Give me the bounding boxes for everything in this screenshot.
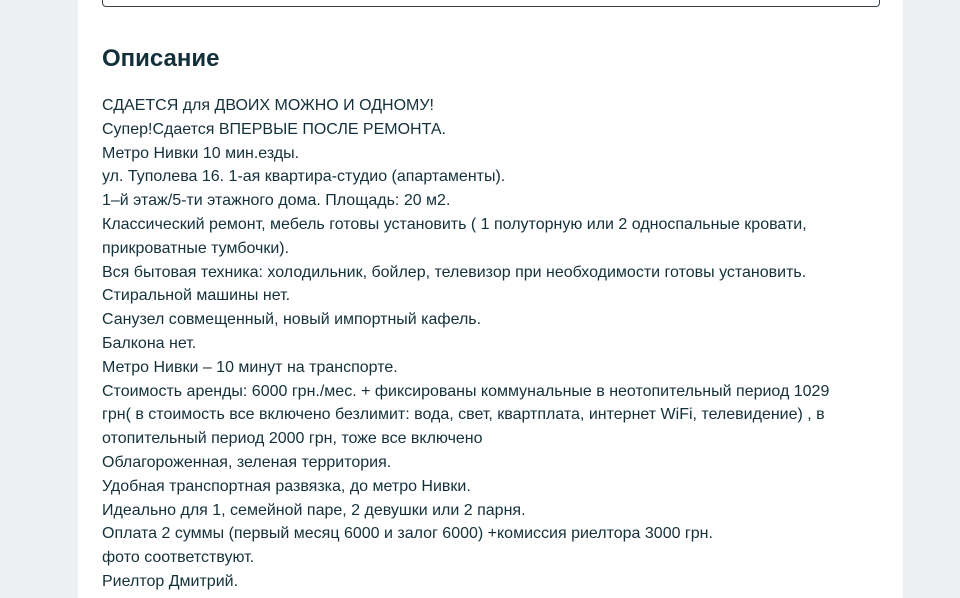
description-line: фото соответствуют. bbox=[102, 549, 255, 567]
description-line: Классический ремонт, мебель готовы установить ( 1 полуторную или 2 односпальные кровати, bbox=[102, 215, 807, 233]
description-line: СДАЕТСЯ для ДВОИХ МОЖНО И ОДНОМУ! bbox=[102, 97, 434, 114]
description-line: Вся бытовая техника: холодильник, бойлер, телевизор при необходимости готовы установить. bbox=[102, 263, 807, 281]
description-line: отопительный период 2000 грн, тоже все включено bbox=[102, 430, 483, 448]
description-line: Облагороженная, зеленая территория. bbox=[102, 453, 392, 471]
description-line: Супер!Сдается ВПЕРВЫЕ ПОСЛЕ РЕМОНТА. bbox=[102, 120, 446, 138]
description-line: Удобная транспортная развязка, до метро Нивки. bbox=[102, 477, 471, 495]
description-line: Санузел совмещенный, новый импортный кафель. bbox=[102, 311, 482, 329]
description-line: Метро Нивки – 10 минут на транспорте. bbox=[102, 358, 398, 376]
description-line: Стоимость аренды: 6000 грн./мес. + фиксированы коммунальные в неотопительный период 1029 bbox=[102, 382, 830, 400]
description-line: ул. Туполева 16. 1-ая квартира-студио (апартаменты). bbox=[102, 168, 506, 186]
description-line: Оплата 2 суммы (первый месяц 6000 и залог 6000) +комиссия риелтора 3000 грн. bbox=[102, 525, 713, 543]
description-line: прикроватные тумбочки). bbox=[102, 239, 290, 257]
description-line: грн( в стоимость все включено безлимит: вода, свет, квартплата, интернет WiFi, телевидение) , в bbox=[102, 406, 825, 424]
description-line: Риелтор Дмитрий. bbox=[102, 572, 239, 590]
description-line: Стиральной машины нет. bbox=[102, 287, 291, 305]
description-line: 1–й этаж/5-ти этажного дома. Площадь: 20 м2. bbox=[102, 192, 451, 210]
text-field-bottom-edge[interactable] bbox=[102, 0, 880, 7]
description-text bbox=[102, 94, 872, 594]
description-line: Балкона нет. bbox=[102, 334, 197, 352]
description-line: Идеально для 1, семейной паре, 2 девушки или 2 парня. bbox=[102, 501, 526, 519]
description-line: Метро Нивки 10 мин.езды. bbox=[102, 144, 300, 162]
description-heading: Описание bbox=[102, 45, 220, 72]
description-card bbox=[78, 0, 903, 598]
